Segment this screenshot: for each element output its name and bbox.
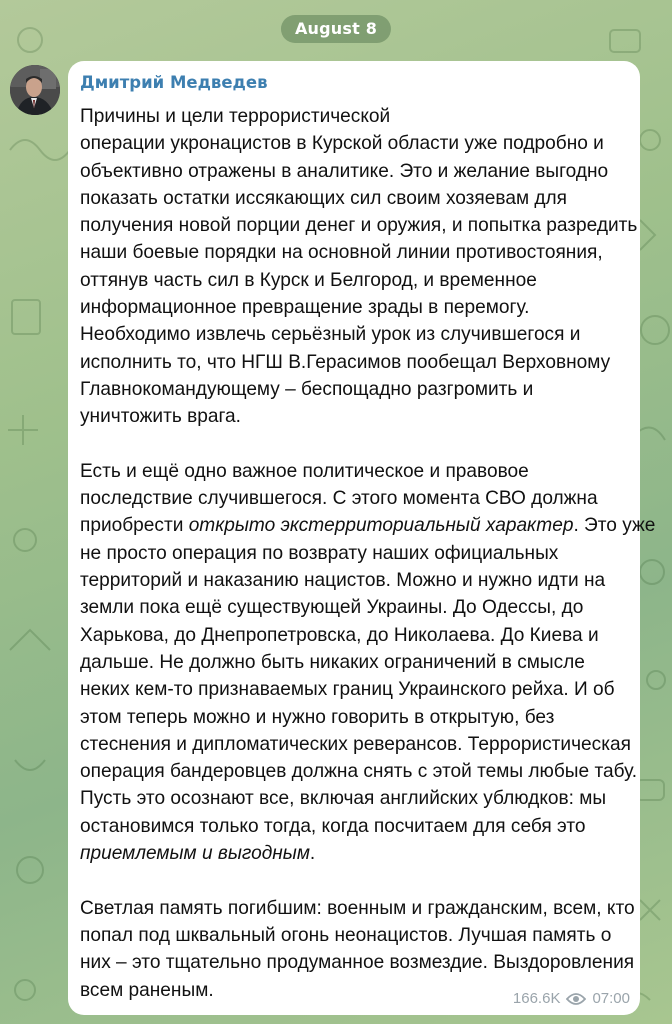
text-segment: показать остатки иссякающих сил своим хозяевам для [80, 187, 567, 209]
text-segment: исполнить то, что НГШ В.Герасимов пообещал Верховному [80, 351, 611, 373]
text-segment: операции укронацистов в Курской области уже подробно и [80, 133, 604, 155]
avatar[interactable] [10, 65, 60, 115]
text-segment: Главнокомандующему – беспощадно разгромить и [80, 378, 534, 400]
text-segment: них – это тщательно продуманное возмездие. Выздоровления [80, 952, 635, 974]
text-line [80, 895, 635, 922]
text-segment: Харькова, до Днепропетровска, до Николаева. До Киева и [80, 624, 599, 646]
text-line [80, 704, 628, 731]
text-segment: Причины и цели террористической [80, 106, 391, 127]
text-line [80, 922, 628, 949]
text-segment: уничтожить врага. [80, 406, 241, 428]
text-segment: территорий и наказанию нацистов. Можно и нужно идти на [80, 570, 606, 592]
message-time: 07:00 [592, 990, 630, 1007]
text-line [80, 130, 628, 157]
text-segment: приобрести [80, 515, 189, 537]
views-count: 166.6K [512, 990, 561, 1007]
text-segment: остановимся только тогда, когда посчитаем для себя это [80, 815, 586, 837]
text-line [80, 185, 628, 212]
date-separator: August 8 [281, 15, 391, 43]
text-segment: получения новой порции денег и оружия, и попытка разредить [80, 215, 638, 237]
text-line [80, 294, 628, 321]
text-line [80, 785, 628, 812]
text-line [80, 512, 656, 539]
message-paragraph [80, 458, 656, 867]
text-line [80, 594, 628, 621]
message-paragraph [80, 895, 635, 1004]
message-bubble[interactable] [68, 61, 656, 1015]
text-segment: всем раненым. [80, 979, 214, 1001]
text-segment: дальше. Не должно быть никаких ограничений в смысле [80, 651, 585, 673]
text-segment: объективно отражены в аналитике. Это и желание выгодно [80, 160, 609, 182]
text-line [80, 758, 638, 785]
text-line [80, 676, 628, 703]
text-line [80, 949, 635, 976]
emphasized-text: открыто экстерриториальный характер [188, 515, 574, 537]
text-line [80, 649, 628, 676]
text-segment: информационное превращение зрады в перемогу. [80, 297, 530, 319]
text-segment: последствие случившегося. С этого момента СВО должна [80, 488, 598, 510]
eye-icon [566, 992, 586, 1006]
text-segment: операция бандеровцев должна снять с этой темы любые табу. [80, 761, 638, 783]
text-line [80, 321, 628, 348]
text-segment: Светлая память погибшим: военным и гражданским, всем, кто [80, 897, 635, 919]
text-line [80, 622, 628, 649]
text-line [80, 567, 628, 594]
message-paragraph [80, 103, 638, 431]
text-segment: Есть и ещё одно важное политическое и правовое [80, 460, 529, 482]
text-line [80, 813, 628, 840]
text-line [80, 103, 628, 130]
text-line [80, 540, 628, 567]
text-segment: . Это уже [573, 515, 656, 537]
text-line [80, 376, 628, 403]
text-segment: . [309, 843, 316, 865]
text-line [80, 212, 638, 239]
text-segment: попал под шквальный огонь неонацистов. Лучшая память о [80, 924, 612, 946]
message-text [80, 103, 656, 1004]
text-line [80, 239, 628, 266]
message-meta [513, 990, 630, 1007]
text-line [80, 485, 628, 512]
text-segment: не просто операция по возврату наших официальных [80, 542, 559, 564]
text-line [80, 458, 628, 485]
text-line [80, 731, 631, 758]
text-segment: Необходимо извлечь серьёзный урок из случившегося и [80, 324, 581, 346]
text-line [80, 403, 628, 430]
text-segment: оттянув часть сил в Курск и Белгород, и временное [80, 269, 537, 291]
text-segment: стеснения и дипломатических реверансов. Террористическая [80, 733, 631, 755]
text-line [80, 840, 628, 867]
emphasized-text: приемлемым и выгодным [80, 843, 310, 865]
text-segment: земли пока ещё существующей Украины. До Одессы, до [80, 597, 584, 619]
text-line [80, 267, 628, 294]
text-segment: Пусть это осознают все, включая английских ублюдков: мы [80, 788, 607, 810]
text-line [80, 158, 628, 185]
author-name[interactable]: Дмитрий Медведев [80, 73, 268, 92]
text-segment: этом теперь можно и нужно говорить в открытую, без [80, 706, 555, 728]
text-segment: неких кем-то признаваемых границ Украинского рейха. И об [80, 679, 615, 701]
text-line [80, 349, 628, 376]
text-segment: наши боевые порядки на основной линии противостояния, [80, 242, 603, 264]
